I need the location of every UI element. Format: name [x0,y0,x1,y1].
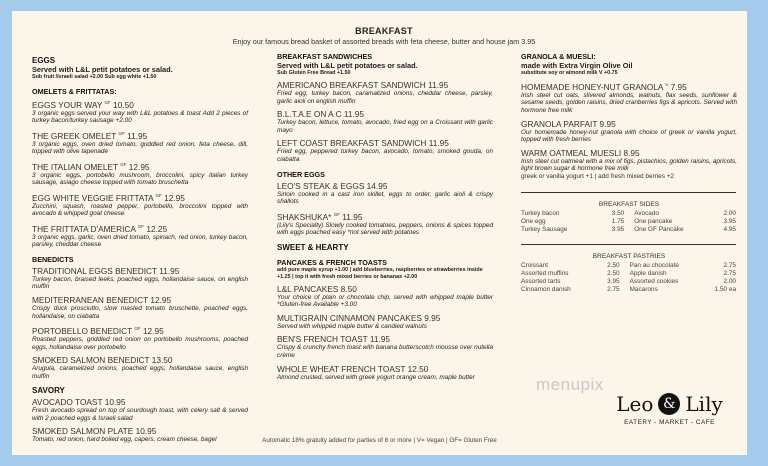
table-row [521,218,736,226]
item-price: 1.50 ea [714,285,736,293]
item-name: GRANOLA PARFAIT [521,118,598,129]
item-title [521,80,737,92]
menu-section [277,243,493,252]
dietary-tag: GF [134,326,141,332]
item-description: 3 organic eggs served your way with L&L potatoes & toast Add 2 pieces of turkey bacon/turkey sausage +2.00 [32,109,248,125]
item-name: SMOKED SALMON BENEDICT [32,355,150,366]
item-title [32,98,248,110]
item-name: Croissant [521,262,548,270]
item-description: Irish steel cut oats, slivered almonds, walnuts, flax seeds, sunflower & sesame seeds, golden raisins, dried cranberries figs & apricots. Served with hormone free milk [521,91,737,114]
item-price: 12.95 [142,325,164,336]
item-description: Our homemade honey-nut granola with choice of greek or vanilla yogurt, topped with fresh berries [521,128,737,144]
table-row [521,278,736,286]
logo-ampersand-badge: & [658,393,680,415]
item-title [277,313,493,323]
table-row [521,270,736,278]
menu-section [277,52,493,164]
menu-section [32,386,248,444]
item-description: Almond crusted, served with greek yogurt orange cream, maple butter [277,373,475,381]
item-price: 12.95 [164,192,185,203]
section-heading: OMELETS & FRITTATAS: [32,87,117,96]
menu-item [32,295,248,320]
item-description: Irish steel cut oatmeal with a mix of figs, pistachios, golden raisins, apricots, light brown sugar & hormone free milk [521,157,737,173]
menu-section [32,255,248,381]
item-title [521,119,737,129]
dietary-tag: GF [120,161,127,167]
item-price: 10.95 [135,426,157,437]
item-addons: greek or vanilla yogurt +1 | add fresh mixed berries +2 [521,172,674,180]
menu-section [521,52,737,181]
item-name: B.L.T.A.E ON A C [277,109,342,120]
item-title [32,426,248,436]
item-price: 7.95 [670,81,687,92]
section-heading: EGGS [32,56,56,65]
menu-item [277,313,493,331]
item-name: EGGS YOUR WAY [32,99,103,110]
item-name: L&L PANCAKES [277,283,339,294]
dietary-tag: GF [333,211,340,217]
item-description: 3 organic eggs, garlic, oven dried tomato, spinach, red onion, turkey bacon, parsley, cheddar cheese [32,233,248,249]
menu-item [277,80,493,105]
menu-item [521,119,737,144]
menu-section [277,170,493,237]
item-price: 12.95 [150,294,172,305]
menu-item [32,98,248,125]
dietary-tag: GF [137,223,145,229]
item-description: 3 organic eggs, oven dried tomato, griddled red onion, feta cheese, dill, topped with olive tapenade [32,140,248,156]
section-heading: SAVORY [32,386,65,396]
item-name: One pancake [634,217,673,225]
item-name: Assorted cookies [629,277,679,285]
item-price: 12.95 [128,161,150,172]
dietary-tag: GF [118,130,125,136]
item-name: TRADITIONAL EGGS BENEDICT [32,265,157,276]
item-title [32,222,248,234]
section-subheading: Served with L&L petit potatoes or salad. [277,61,418,70]
menu-item [277,210,493,237]
item-title [32,160,248,172]
item-price: 2.75 [723,262,736,270]
item-price: 12.25 [146,223,168,234]
item-description: Arugula, caramelized onions, poached eggs, hollandaise sauce, english muffin [32,365,248,380]
item-price: 10.50 [113,99,134,110]
table-row [521,262,736,270]
item-name: One GF Pancake [634,225,684,233]
menu-item [521,80,737,115]
item-price: 11.95 [369,334,391,345]
pastries-table [521,262,736,293]
item-name: THE ITALIAN OMELET [32,161,118,172]
item-name: PORTOBELLO BENEDICT [32,325,133,336]
menu-item [521,148,737,181]
item-description: 3 organic eggs, portobello mushroom, broccolini, spicy italian turkey sausage, asiago cheese topped with tomato bruschetta [32,171,248,187]
item-name: THE GREEK OMELET [32,130,117,141]
menu-item [32,324,248,351]
item-description: Zucchini, squash, roasted pepper, portobello, broccolini topped with avocado & whipped goat cheese [32,202,248,218]
item-price: 11.95 [127,130,148,141]
section-heading: BREAKFAST SANDWICHES [277,52,373,61]
divider [521,192,736,193]
menu-item [277,334,493,359]
menu-section [32,87,248,249]
menu-section [277,258,493,382]
item-price: 2.75 [723,270,736,278]
menu-item [277,284,493,309]
item-name: Apple danish [629,270,667,278]
item-description: Your choice of plain or chocolate chip, served with whipped maple butter *Gluten-free Available +3.00 [277,293,493,309]
menu-item [32,355,248,380]
item-price: 14.95 [366,180,388,191]
menu-item [32,266,248,291]
item-title [277,334,493,344]
item-name: MULTIGRAIN CINNAMON PANCAKES [277,312,422,323]
section-note: Sub Gluten Free Bread +1.50 [277,70,351,76]
item-name: WARM OATMEAL MUESLI [521,147,622,158]
item-title [277,210,493,222]
item-name: Macarons [629,285,658,293]
menu-column-left [32,56,248,450]
menu-subtitle: Enjoy our famous bread basket of assorted breads with feta cheese, butter and house jam 3.95 [232,37,536,46]
item-price: 4.95 [723,225,736,233]
item-name: WHOLE WHEAT FRENCH TOAST [277,363,406,374]
item-title [521,148,737,158]
item-description: Tomato, red onion, hard boiled egg, capers, cream cheese, bagel [32,436,217,444]
section-heading: OTHER EGGS [277,169,325,179]
item-description: Crispy & crunchy french toast with banana butterscotch mousse over nutella crème [277,344,493,360]
menu-item [32,191,248,218]
item-title [32,324,248,336]
item-price: 2.50 [607,262,620,270]
sides-title: BREAKFAST SIDES [598,200,660,208]
logo-leo: Leo [616,392,654,416]
item-description: Sirloin cooked in a cast iron skillet, eggs to order, garlic aioli & crispy shallots [277,190,493,206]
item-price: 13.50 [151,355,173,366]
item-price: 9.95 [424,312,441,323]
item-description: Turkey bacon, lettuce, tomato, avocado, fried egg on a Croissant with garlic mayo [277,119,493,134]
item-price: 1.75 [611,217,625,225]
item-price: 12.50 [407,363,429,374]
item-name: SMOKED SALMON PLATE [32,426,134,437]
item-price: 11.95 [159,265,180,276]
footer-note: Automatic 18% gratuity added for parties of 8 or more | V= Vegan | GF= Gluten Free [262,437,497,444]
item-price: 8.95 [623,147,640,158]
menu-item [32,160,248,187]
item-price: 3.95 [607,277,620,285]
pastries-title: BREAKFAST PASTRIES [592,253,666,261]
item-title [277,138,493,148]
watermark: menupix [536,375,604,394]
section-subheading: Served with L&L petit potatoes or salad. [32,65,173,74]
item-title [277,80,493,90]
item-price: 11.95 [428,80,449,90]
item-name: Turkey Sausage [521,225,568,233]
item-title [32,355,248,365]
logo-lily: Lily [685,392,723,416]
section-heading: GRANOLA & MUESLI: [521,52,596,61]
section-heading: BENEDICTS [32,254,74,264]
item-description: Fried egg, turkey bacon, caramalized onions, cheddar cheese, parsley, garlic aioli on english muffin [277,90,493,105]
divider [521,244,736,245]
menu-section [32,56,248,81]
table-row [521,286,736,294]
item-price: 8.50 [340,283,357,294]
item-title [277,109,493,119]
item-description: Turkey bacon, braised leeks, poached eggs, hollandaise sauce, on english muffin [32,275,248,291]
menu-item [277,109,493,134]
section-subheading: made with Extra Virgin Olive Oil [521,61,633,70]
item-name: BEN'S FRENCH TOAST [277,334,368,345]
item-title [32,397,248,407]
item-description: Fresh avocado spread on top of sourdough toast, with celery salt & served with 2 poached eggs & Israeli salad [32,407,248,422]
section-note: Sub fruit /Israeli salad +2.00 Sub egg white +1.50 [32,74,157,80]
logo-tagline: EATERY - MARKET - CAFE [624,419,715,426]
item-price: 11.95 [342,211,363,222]
item-title [277,364,493,374]
item-price: 2.00 [723,277,736,285]
menu-item [32,397,248,422]
menu-item [32,129,248,156]
item-title [32,191,248,203]
item-price: 11.95 [343,109,365,120]
item-price: 3.95 [723,217,736,225]
section-note: substitute soy or almond milk V +0.75 [521,70,618,76]
menu-column-right [521,52,737,294]
section-heading: SWEET & HEARTY [277,242,349,252]
item-price: 2.50 [607,270,620,278]
item-title [32,266,248,276]
menu-item [32,222,248,249]
menu-title: BREAKFAST [355,26,413,36]
item-name: Avocado [634,209,659,217]
item-description: Served with whipped maple butter & candied walnuts [277,322,427,330]
item-name: Assorted tarts [521,277,561,285]
table-row [521,210,736,218]
section-heading: PANCAKES & FRENCH TOASTS [277,257,387,267]
table-row [521,226,736,234]
item-title [32,129,248,141]
item-price: 2.00 [723,209,736,217]
menu-item [277,181,493,206]
item-title [277,284,493,294]
sides-table [521,210,736,233]
item-name: HOMEMADE HONEY-NUT GRANOLA [521,81,663,92]
item-name: LEO'S STEAK & EGGS [277,180,365,191]
item-description: Fried egg, peppered turkey bacon, avocado, tomato, smoked gouda, on ciabatta [277,148,493,163]
dietary-tag: GF [104,100,111,105]
item-title [277,181,493,191]
dietary-tag: V [665,82,669,87]
item-name: THE FRITTATA D'AMERICA [32,223,136,234]
item-price: 9.95 [599,118,616,129]
item-price: 10.95 [104,397,126,408]
item-name: SHAKSHUKA* [277,211,332,222]
brand-logo [602,392,737,426]
item-description: Roasted peppers, griddled red onion on portobello mushrooms, poached eggs, hollandaise over portobello [32,335,248,351]
item-name: AMERICANO BREAKFAST SANDWICH [277,80,426,90]
item-name: Assorted muffins [521,270,569,278]
menu-column-middle [277,52,493,387]
menu-item [277,364,493,382]
item-price: 3.95 [611,225,625,233]
dietary-tag: GF [155,192,162,198]
item-description: Crispy duck prosciutto, slow roasted tomato bruschette, poached eggs, hollandaise, on ciabatta [32,304,248,320]
item-name: Pan au chocolate [629,262,679,270]
item-title [32,295,248,305]
item-price: 3.50 [611,209,625,217]
section-note: add pure maple syrup +1.00 | add blueberries, raspberries or strawberries inside +1.25 | top it with fresh mixed berries or bananas +2.00 [277,266,483,280]
item-description: (Lily's Specialty) Slowly cooked tomatoes, peppers, onions & spices topped with eggs poached easy *not served with potatoes [277,221,493,237]
item-price: 2.75 [607,285,620,293]
item-name: Turkey bacon [521,209,560,217]
item-name: AVOCADO TOAST [32,397,103,408]
item-name: LEFT COAST BREAKFAST SANDWICH [277,138,427,149]
menu-item [277,138,493,163]
item-name: One egg [521,217,546,225]
item-price: 11.95 [428,138,449,149]
item-name: EGG WHITE VEGGIE FRITTATA [32,192,154,203]
item-name: MEDITERRANEAN BENEDICT [32,294,149,305]
item-name: Cinnamon danish [521,285,571,293]
